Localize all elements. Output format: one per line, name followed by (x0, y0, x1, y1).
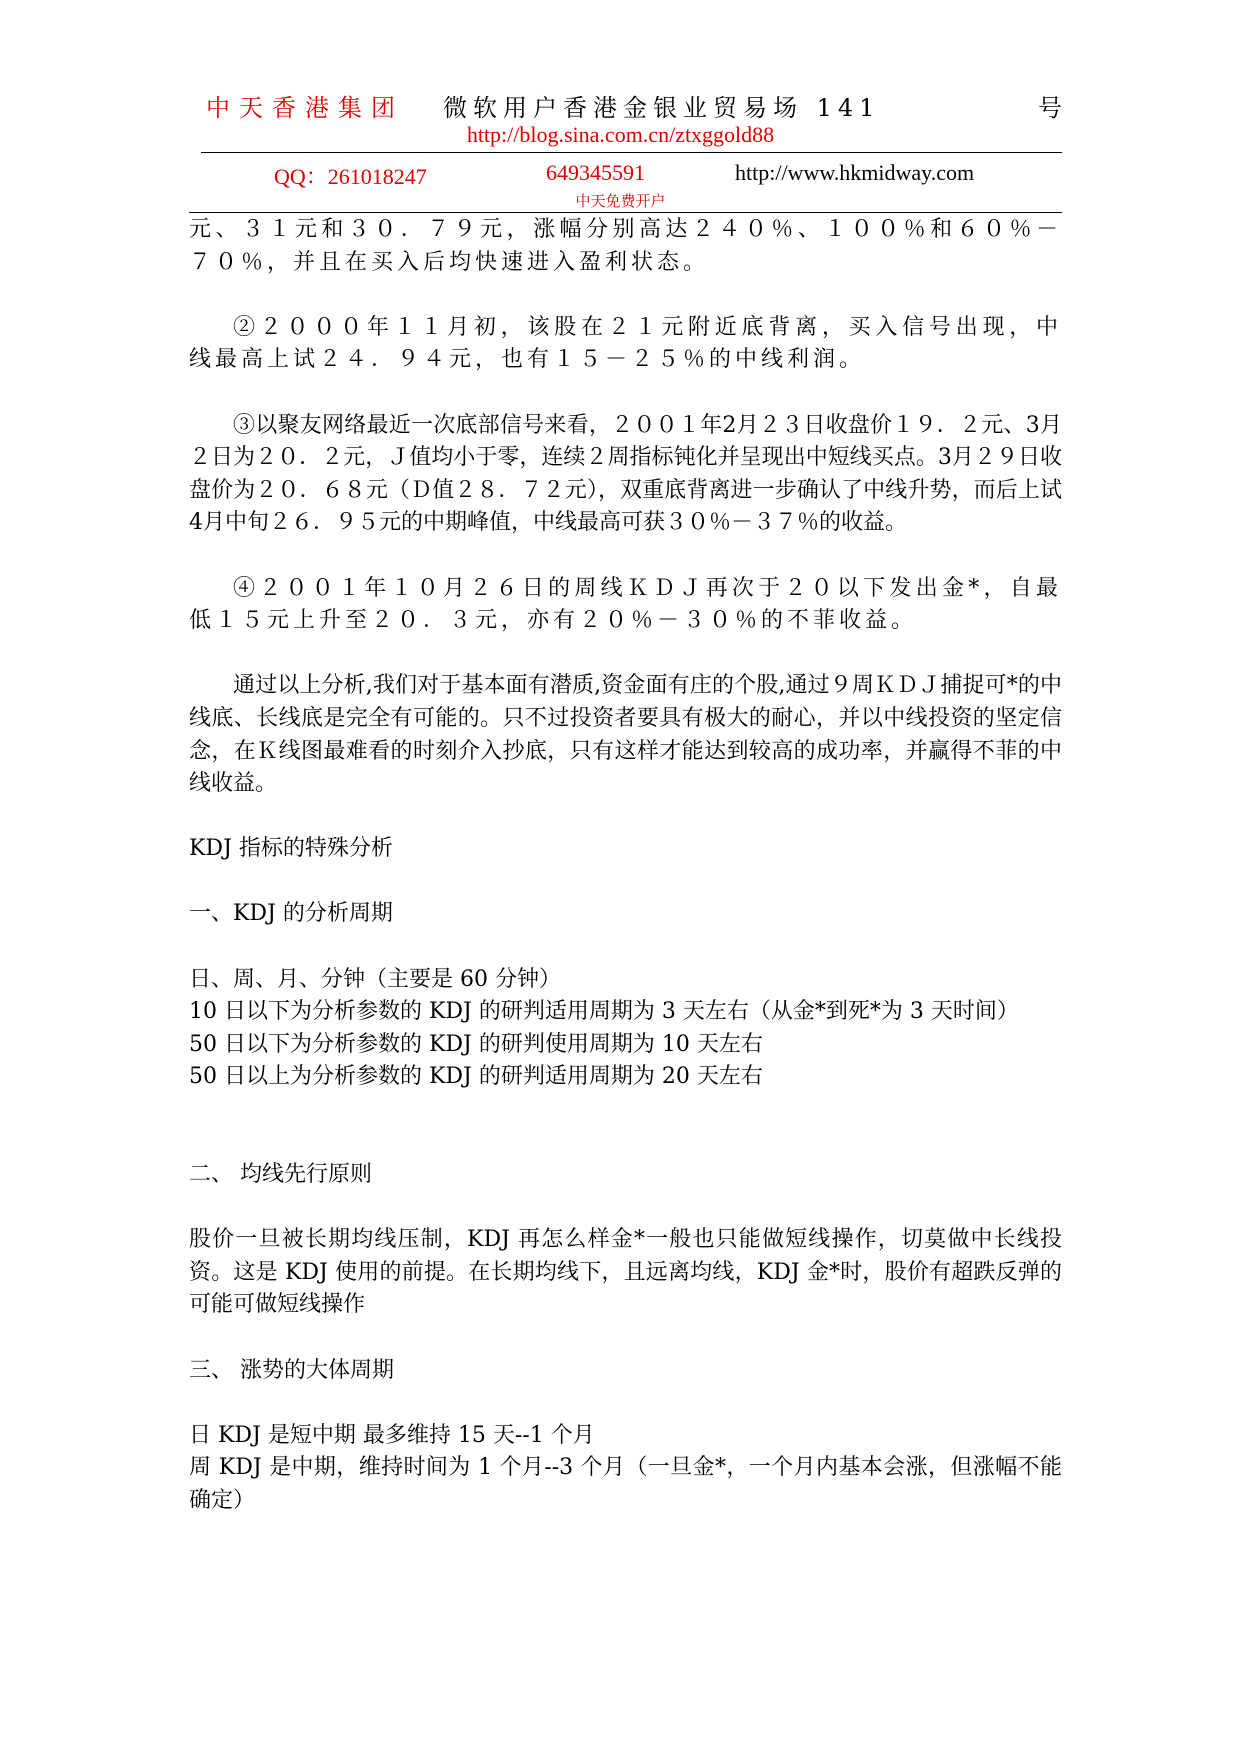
spacer (189, 866, 1062, 899)
company-name: 中天香港集团 (206, 94, 404, 122)
hao-char: 号 (1038, 94, 1062, 122)
blog-url[interactable]: http://blog.sina.com.cn/ztxggold88 (466, 122, 775, 147)
list-line-5: 日 KDJ 是短中期 最多维持 15 天--1 个月 (189, 1422, 595, 1448)
spacer (189, 1322, 1062, 1355)
paragraph-3: ③以聚友网络最近一次底部信号来看，２００１年2月２３日收盘价１９．２元、3月２日为２０．２元，Ｊ值均小于零，连续２周指标钝化并呈现出中短线买点。3月２９日收盘价为２０．６８元（Ｄ值２８．７２元），双重底背离进一步确认了中线升势，而后上试4月中旬２６．９５元的中期峰值，中线最高可获３０％－３７％的收益。 (189, 412, 1062, 536)
spacer (189, 540, 1062, 573)
section-title-kdj: KDJ 指标的特殊分析 (189, 836, 393, 862)
document-body (189, 214, 1062, 1518)
paragraph-4: ④２００１年１０月２６日的周线ＫＤＪ再次于２０以下发出金*，自最低１５元上升至２０．３元，亦有２０％－３０％的不菲收益。 (189, 575, 1062, 634)
qq-number: QQ：261018247 (274, 164, 427, 189)
header-divider-top (201, 152, 1062, 153)
header-line-1 (0, 88, 1241, 122)
section-heading-3: 三、 涨势的大体周期 (189, 1357, 394, 1383)
list-line-2: 10 日以下为分析参数的 KDJ 的研判适用周期为 3 天左右（从金*到死*为 3 天时间） (189, 999, 1019, 1025)
spacer (189, 279, 1062, 312)
section-heading-1: 一、KDJ 的分析周期 (189, 901, 393, 927)
paragraph-1: 元、３１元和３０．７９元，涨幅分别高达２４０％、１００％和６０％－７０％，并且在买入后均快速进入盈利状态。 (189, 217, 1062, 275)
list-line-3: 50 日以下为分析参数的 KDJ 的研判使用周期为 10 天左右 (189, 1031, 763, 1057)
spacer (189, 1192, 1062, 1225)
spacer (189, 931, 1062, 964)
header-line-3 (0, 160, 1241, 188)
list-line-4: 50 日以上为分析参数的 KDJ 的研判适用周期为 20 天左右 (189, 1064, 763, 1090)
paragraph-5: 通过以上分析,我们对于基本面有潜质,资金面有庄的个股,通过９周ＫＤＪ捕捉可*的中线底、长线底是完全有可能的。只不过投资者要具有极大的耐心，并以中线投资的坚定信念，在Ｋ线图最难看的时刻介入抄底，只有这样才能达到较高的成功率，并赢得不菲的中线收益。 (189, 673, 1062, 797)
spacer (189, 801, 1062, 834)
list-line-6: 周 KDJ 是中期，维持时间为 1 个月--3 个月（一旦金*，一个月内基本会涨，但涨幅不能确定） (189, 1455, 1062, 1513)
section-heading-2: 二、 均线先行原则 (189, 1162, 372, 1188)
business-name: 微软用户香港金银业贸易场 141 (443, 94, 881, 122)
free-account-link[interactable]: 中天免费开户 (575, 192, 666, 210)
qq-number-2: 649345591 (546, 160, 645, 185)
spacer (189, 377, 1062, 410)
spacer (189, 1387, 1062, 1420)
spacer (189, 1094, 1062, 1159)
paragraph-6: 股价一旦被长期均线压制，KDJ 再怎么样金*一般也只能做短线操作，切莫做中长线投资。这是 KDJ 使用的前提。在长期均线下，且远离均线，KDJ 金*时，股价有超跌反弹的可能可做短线操作 (189, 1227, 1062, 1318)
header-divider-bottom (189, 212, 1062, 213)
paragraph-2: ②２０００年１１月初，该股在２１元附近底背离，买入信号出现，中线最高上试２４．９４元，也有１５－２５％的中线利润。 (189, 314, 1062, 373)
site-url[interactable]: http://www.hkmidway.com (735, 160, 975, 185)
list-line-1: 日、周、月、分钟（主要是 60 分钟） (189, 966, 561, 992)
spacer (189, 638, 1062, 671)
